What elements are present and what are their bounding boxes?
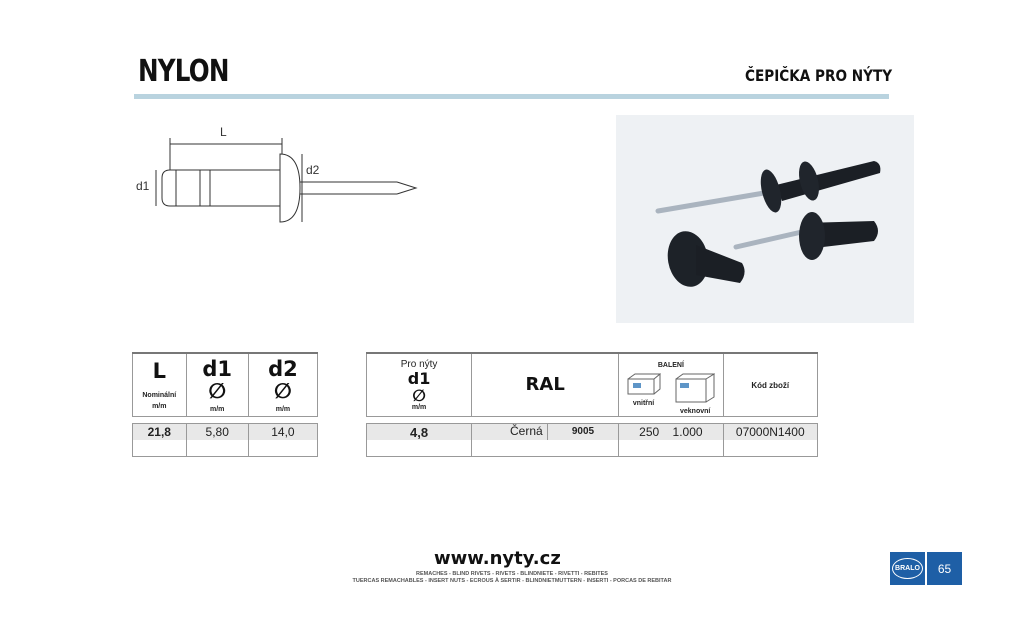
footer-languages-2: TUERCAS REMACHABLES - INSERT NUTS - ECROUS À SERTIR - BLINDNIETMUTTERN - INSERTI - PORCAS DE REBITAR: [352, 578, 672, 584]
col-d1: d1 ∅ m/m: [186, 353, 248, 417]
cell-code: 07000N1400: [723, 424, 817, 441]
footer-languages-1: REMACHES - BLIND RIVETS - RIVETS - BLINDNIETE - RIVETTI - REBITES: [416, 571, 608, 577]
label-d1: d1: [136, 179, 150, 193]
bralo-logo: BRALO: [890, 552, 925, 585]
page-title: NYLON: [138, 54, 229, 89]
col-baleni: BALENÍ vnitřní veknovní: [619, 353, 723, 417]
page-subtitle: ČEPIČKA PRO NÝTY: [744, 66, 892, 85]
label-d2: d2: [306, 163, 320, 177]
col-L: L Nominální m/m: [133, 353, 187, 417]
order-table: [366, 352, 818, 457]
col-pro-nyty: Pro nýty d1 ∅ m/m: [367, 353, 472, 417]
cell-baleni: 250 1.000: [619, 424, 723, 441]
page-number: 65: [927, 552, 962, 585]
cell-L: 21,8: [133, 424, 187, 441]
footer-url[interactable]: www.nyty.cz: [434, 548, 561, 569]
outer-box-icon: [675, 373, 715, 403]
cell-d1: 4,8: [367, 424, 472, 441]
header-rule: [134, 94, 889, 99]
col-d2: d2 ∅ m/m: [248, 353, 317, 417]
cell-d2: 14,0: [248, 424, 317, 441]
cell-d1: 5,80: [186, 424, 248, 441]
rivet-diagram: [132, 118, 432, 238]
table-row: [367, 424, 818, 441]
table-row: [133, 424, 318, 441]
product-photo: [616, 115, 914, 323]
col-ral: RAL: [472, 353, 619, 417]
inner-box-icon: [627, 373, 661, 395]
spec-table: [132, 352, 318, 457]
cell-ral: Černá 9005: [472, 424, 619, 441]
col-kod: Kód zboží: [723, 353, 817, 417]
label-L: L: [220, 125, 227, 139]
